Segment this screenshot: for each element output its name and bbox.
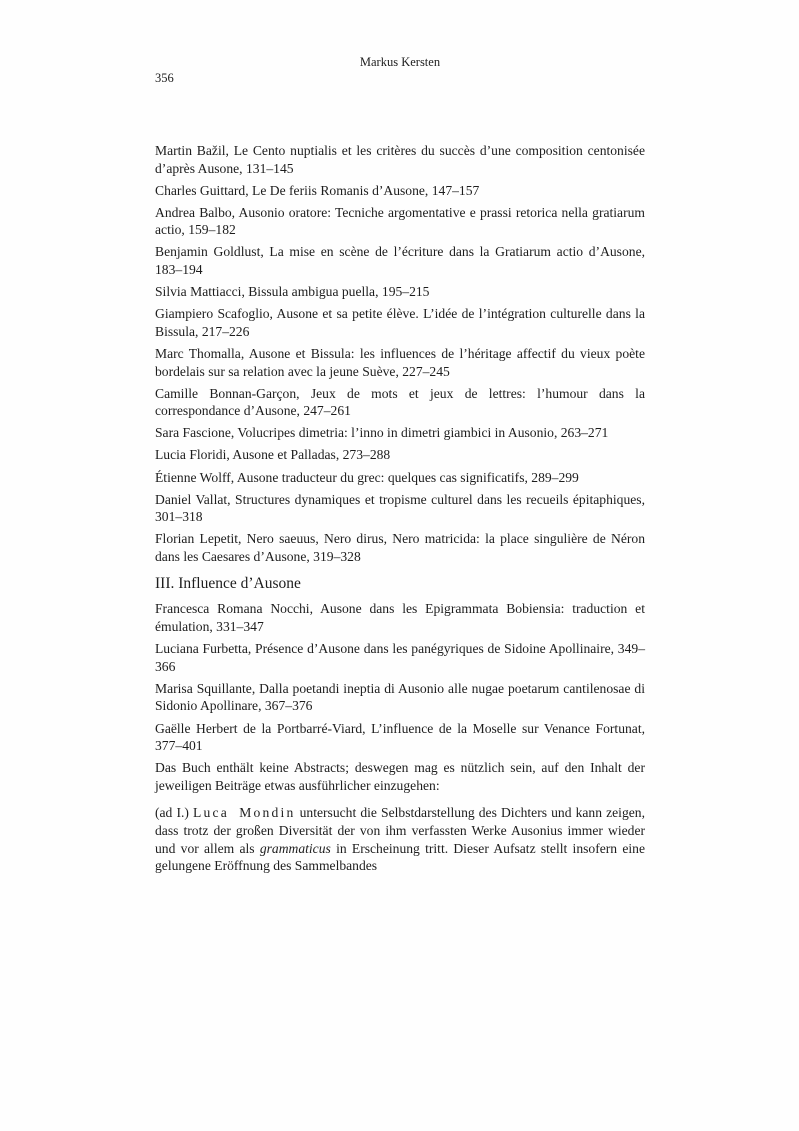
paragraph-text: untersucht die Selbstdarstellung des Dichters und kann zeigen, dass trotz der großen Diversität der von ihm verfassten Werke Ausonius immer wieder und vor allem als bbox=[155, 805, 645, 856]
page-content bbox=[155, 142, 645, 875]
toc-entry: Andrea Balbo, Ausonio oratore: Tecniche argomentative e prassi retorica nella gratiarum actio, 159–182 bbox=[155, 204, 645, 238]
toc-entry: Marisa Squillante, Dalla poetandi ineptia di Ausonio alle nugae poetarum cantilenosae di Sidonio Apollinare, 367–376 bbox=[155, 680, 645, 714]
toc-entry: Silvia Mattiacci, Bissula ambigua puella, 195–215 bbox=[155, 284, 430, 300]
toc-entry: Camille Bonnan-Garçon, Jeux de mots et jeux de lettres: l’humour dans la correspondance d’Ausone, 247–261 bbox=[155, 385, 645, 419]
toc-entry: Marc Thomalla, Ausone et Bissula: les influences de l’héritage affectif du vieux poète bordelais sur sa relation avec la jeune Suève, 227–245 bbox=[155, 345, 645, 379]
toc-entry: Charles Guittard, Le De feriis Romanis d’Ausone, 147–157 bbox=[155, 182, 480, 198]
toc-entry: Francesca Romana Nocchi, Ausone dans les Epigrammata Bobiensia: traduction et émulation, 331–347 bbox=[155, 601, 645, 635]
review-intro-paragraph: Das Buch enthält keine Abstracts; deswegen mag es nützlich sein, auf den Inhalt der jeweiligen Beiträge etwas ausführlicher einzugehen: bbox=[155, 760, 645, 793]
toc-entry: Florian Lepetit, Nero saeuus, Nero dirus, Nero matricida: la place singulière de Néron dans les Caesares d’Ausone, 319–328 bbox=[155, 531, 645, 564]
toc-entry: Étienne Wolff, Ausone traducteur du grec: quelques cas significatifs, 289–299 bbox=[155, 469, 579, 485]
toc-entry: Benjamin Goldlust, La mise en scène de l’écriture dans la Gratiarum actio d’Ausone, 183–194 bbox=[155, 244, 645, 278]
paragraph-text: in Erscheinung tritt. Dieser Aufsatz stellt insofern eine gelungene Eröffnung des Sammelbandes bbox=[155, 840, 645, 874]
running-head bbox=[155, 55, 645, 86]
toc-entry: Giampiero Scafoglio, Ausone et sa petite élève. L’idée de l’intégration culturelle dans la Bissula, 217–226 bbox=[155, 306, 645, 339]
toc-entry: Martin Bažil, Le Cento nuptialis et les critères du succès d’une composition centonisée d’après Ausone, 131–145 bbox=[155, 143, 645, 176]
latin-term-italic: grammaticus bbox=[259, 840, 331, 856]
toc-entry: Gaëlle Herbert de la Portbarré-Viard, L’influence de la Moselle sur Venance Fortunat, 377–401 bbox=[155, 720, 645, 754]
toc-entry: Daniel Vallat, Structures dynamiques et tropisme culturel dans les recueils épitaphiques, 301–318 bbox=[155, 491, 645, 525]
paragraph-text: (ad I.) bbox=[155, 805, 193, 821]
page-number: 356 bbox=[155, 71, 174, 85]
toc-entry: Luciana Furbetta, Présence d’Ausone dans les panégyriques de Sidoine Apollinaire, 349–366 bbox=[155, 641, 645, 674]
toc-entry: Sara Fascione, Volucripes dimetria: l’inno in dimetri giambici in Ausonio, 263–271 bbox=[155, 425, 609, 441]
review-paragraph-ad1 bbox=[155, 804, 645, 874]
section-heading: III. Influence d’Ausone bbox=[155, 575, 301, 593]
running-title: Markus Kersten bbox=[359, 55, 441, 69]
spaced-author-name: Luca Mondin bbox=[193, 805, 296, 821]
toc-entry: Lucia Floridi, Ausone et Palladas, 273–288 bbox=[155, 447, 391, 463]
